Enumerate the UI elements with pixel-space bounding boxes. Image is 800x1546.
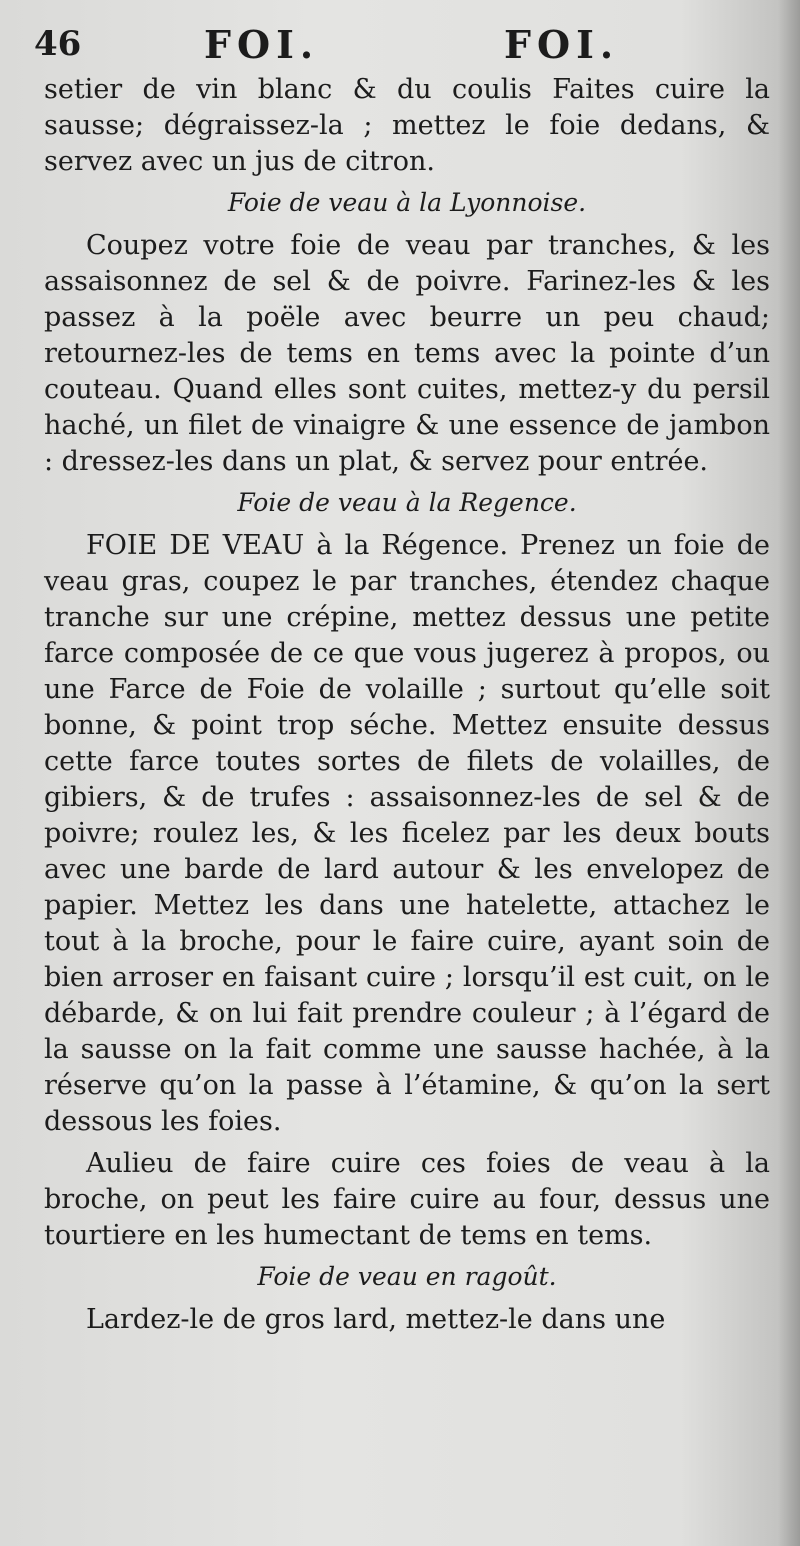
section-title-regence: Foie de veau à la Regence.: [237, 488, 577, 517]
page-gutter-shadow: [778, 0, 800, 1546]
header-right-title: FOI.: [504, 22, 620, 67]
section-title-ragout: Foie de veau en ragoût.: [257, 1262, 557, 1291]
running-header: [34, 22, 770, 72]
header-left-title: FOI.: [204, 22, 320, 67]
section-title-lyonnoise: Foie de veau à la Lyonnoise.: [227, 188, 587, 217]
paragraph-continuation: setier de vin blanc & du coulis Faites cuire la sausse; dégraissez-la ; mettez le foie dedans, & servez avec un jus de citron.: [44, 74, 770, 177]
page-number: 46: [34, 24, 82, 64]
paragraph-four-variant: Aulieu de faire cuire ces foies de veau à la broche, on peut les faire cuire au four, dessus une tourtiere en les humectant de tems en tems.: [44, 1148, 770, 1251]
paragraph-ragout-start: Lardez-le de gros lard, mettez-le dans une: [86, 1304, 666, 1335]
paragraph-regence: FOIE DE VEAU à la Régence. Prenez un foie de veau gras, coupez le par tranches, étendez chaque tranche sur une crépine, mettez dessus une petite farce composée de ce que vous jugerez à propos, ou une Farce de Foie de volaille ; surtout qu’elle soit bonne, & point trop séche. Mettez ensuite dessus cette farce toutes sortes de filets de volailles, de gibiers, & de trufes : assaisonnez-les de sel & de poivre; roulez les, & les ficelez par les deux bouts avec une barde de lard autour & les envelopez de papier. Mettez les dans une hatelette, attachez le tout à la broche, pour le faire cuire, ayant soin de bien arroser en faisant cuire ; lorsqu’il est cuit, on le débarde, & on lui fait prendre couleur ; à l’égard de la sausse on la fait comme une sausse hachée, à la réserve qu’on la passe à l’étamine, & qu’on la sert dessous les foies.: [44, 530, 770, 1137]
paragraph-lyonnoise: Coupez votre foie de veau par tranches, & les assaisonnez de sel & de poivre. Farinez-les & les passez à la poële avec beurre un peu chaud; retournez-les de tems en tems avec la pointe d’un couteau. Quand elles sont cuites, mettez-y du persil haché, un filet de vinaigre & une essence de jambon : dressez-les dans un plat, & servez pour entrée.: [44, 230, 770, 477]
